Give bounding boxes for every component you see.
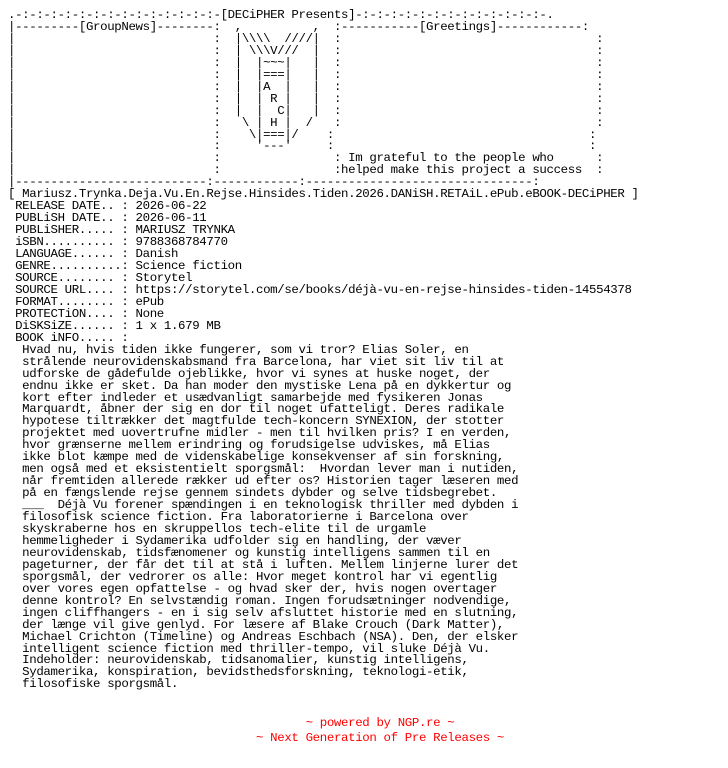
book-info-line: hemmeligheder i Sydamerika udfolder sig en handling, der væver: [8, 533, 462, 548]
book-info-line: projektet med uovertrufne midler - men til hvilken pris? I en verden,: [8, 426, 512, 441]
info-line: PUBLiSHER..... : MARIUSZ TRYNKA: [8, 223, 235, 238]
panel-line: | : | |A | | : :: [8, 79, 604, 94]
panel-line: | : \|===|/ : :: [8, 127, 597, 142]
nfo-text: [8, 10, 639, 691]
info-line: RELEASE DATE.. : 2026-06-22: [8, 199, 207, 214]
book-info-line: denne kontrol? En selvstændig roman. Ingen forudsætninger nodvendige,: [8, 593, 512, 608]
book-info-line: endnu ikke er sket. Da han moder den mystiske Lena på en dykkertur og: [8, 378, 512, 393]
panel-line: | : | | C| | : :: [8, 103, 604, 118]
book-info-line: Michael Crichton (Timeline) og Andreas Eschbach (NSA). Den, der elsker: [8, 629, 519, 644]
book-info-line: udforske de gådefulde ojeblikke, hvor vi synes at huske noget, der: [8, 366, 490, 381]
info-line: LANGUAGE...... : Danish: [8, 247, 179, 262]
book-info-line: på en fængslende rejse gennem sindets dybder og selve tidsbegrebet.: [8, 486, 497, 501]
panel-line: | : '---' : :: [8, 139, 597, 154]
info-line: SOURCE URL.... : https://storytel.com/se/books/déjà-vu-en-rejse-hinsides-tiden-14554378: [8, 282, 632, 297]
book-info-line: filosofiske sporgsmål.: [8, 677, 179, 692]
book-info-line: Marquardt, åbner der sig en dor til noget ufatteligt. Deres radikale: [8, 402, 504, 417]
release-name: [ Mariusz.Trynka.Deja.Vu.En.Rejse.Hinsides.Tiden.2026.DANiSH.RETAiL.ePub.eBOOK-DECiPHER ]: [8, 187, 639, 202]
book-info-line: skyskraberne hos en skruppellos tech-elite til de urgamle: [8, 521, 427, 536]
book-info-line: når fremtiden allerede rækker ud efter os? Historien tager læseren med: [8, 474, 519, 489]
book-info-line: intelligent science fiction med thriller-tempo, vil sluke Déjà Vu.: [8, 641, 490, 656]
info-line: DiSKSiZE...... : 1 x 1.679 MB: [8, 318, 221, 333]
book-info-line: ikke blot kæmpe med de videnskabelige konsekvenser af sin forskning,: [8, 450, 504, 465]
book-info-line: kort efter indleder et usædvanligt samarbejde med fysikeren Jonas: [8, 390, 483, 405]
book-info-line: over vores egen opfattelse - og hvad sker der, hvis nogen overtager: [8, 581, 497, 596]
info-line: PROTECTiON.... : None: [8, 306, 164, 321]
panel-line: | : | \\\V/// | : :: [8, 43, 604, 58]
panel-line: | : \ | H | / : :: [8, 115, 604, 130]
info-line: FORMAT........ : ePub: [8, 294, 164, 309]
panel-line: | : |\\\\ ////| : :: [8, 31, 604, 46]
footer-tagline: ~ Next Generation of Pre Releases ~: [256, 731, 504, 745]
book-info-line: hypotese tiltrækker det magtfulde tech-koncern SYNEXION, der stotter: [8, 414, 504, 429]
book-info-line: pageturner, der får det til at stå i luften. Mellem linjerne lurer det: [8, 557, 519, 572]
info-line: BOOK iNFO..... :: [8, 330, 129, 345]
header-line: .-:-:-:-:-:-:-:-:-:-:-:-:-:-:-[DECiPHER Presents]-:-:-:-:-:-:-:-:-:-:-:-:-:-.: [8, 8, 554, 22]
panel-line: | : | |===| | : :: [8, 67, 604, 82]
info-line: iSBN.......... : 9788368784770: [8, 235, 228, 250]
book-info-line: sporgsmål, der vedrorer os alle: Hvor meget kontrol har vi egentlig: [8, 569, 497, 584]
panel-line: | : | |~~~| | : :: [8, 55, 604, 70]
panel-line: | : | | R | | : :: [8, 91, 604, 106]
header-line: |---------[GroupNews]--------: , , :-----------[Greetings]------------:: [8, 19, 590, 34]
info-line: GENRE..........: Science fiction: [8, 259, 242, 274]
panel-line: | : : Im grateful to the people who :: [8, 151, 604, 166]
book-info-line: neurovidenskab, tidsfænomener og kunstig intelligens sammen til en: [8, 545, 490, 560]
book-info-line: men også med et eksistentielt sporgsmål: Hvordan lever man i nutiden,: [8, 462, 519, 477]
info-line: SOURCE........ : Storytel: [8, 270, 193, 285]
book-info-line: Indeholder: neurovidenskab, tidsanomalier, kunstig intelligens,: [8, 653, 469, 668]
book-info-line: der længe vil give genlyd. For læsere af Blake Crouch (Dark Matter),: [8, 617, 504, 632]
book-info-line: ___ Déjà Vu forener spændingen i en teknologisk thriller med dybden i: [8, 498, 519, 513]
panel-line: |---------------------------:------------:--------------------------------:: [8, 175, 540, 190]
book-info-line: ingen cliffhangers - en i sig selv afsluttet historie med en slutning,: [8, 605, 519, 620]
panel-line: | : :helped make this project a success :: [8, 163, 604, 178]
footer-powered-by: ~ powered by NGP.re ~: [305, 716, 455, 730]
book-info-line: Hvad nu, hvis tiden ikke fungerer, som vi tror? Elias Soler, en: [8, 342, 469, 357]
book-info-line: strålende neurovidenskabsmand fra Barcelona, har viet sit liv til at: [8, 354, 504, 369]
info-line: PUBLiSH DATE.. : 2026-06-11: [8, 211, 207, 226]
book-info-line: Sydamerika, konspiration, bevidsthedsforskning, teknologi-etik,: [8, 665, 469, 680]
book-info-line: hvor grænserne mellem erindring og forudsigelse udviskes, må Elias: [8, 438, 490, 453]
book-info-line: filosofisk science fiction. Fra laboratorierne i Barcelona over: [8, 510, 469, 525]
